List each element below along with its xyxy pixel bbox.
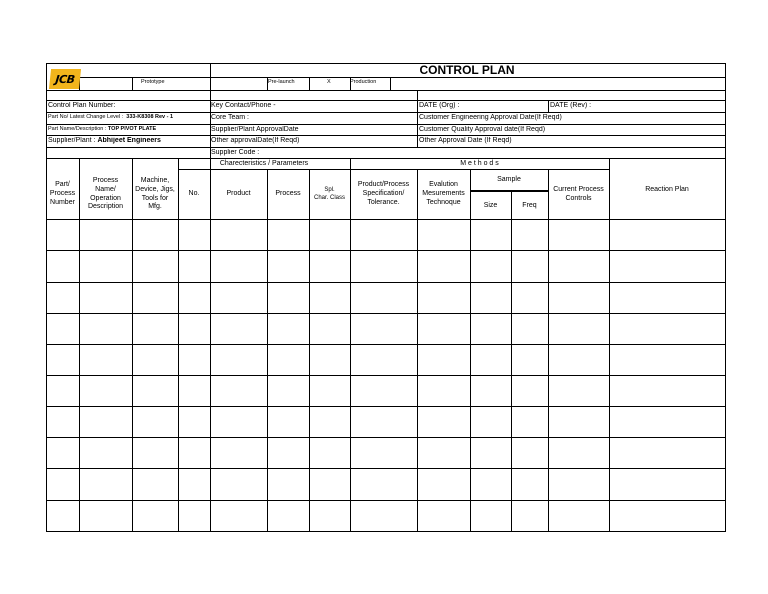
key-contact-label: Key Contact/Phone - [211,102,276,109]
phase-prelaunch: Pre-launch [268,79,295,85]
core-team-label: Core Team : [211,114,249,121]
table-row [46,219,725,250]
part-no-row [48,114,173,121]
part-name-label: Part Name/Description : [48,126,107,132]
characteristics-header: Charecteristics / Parameters [219,159,309,167]
supplier-code-label: Supplier Code : [211,149,260,156]
part-no-label: Part No/ Latest Change Level : [48,114,124,120]
phase-prelaunch-mark: X [327,79,331,85]
col-evaluation: Evalution Mesurements Technoque [422,181,465,206]
col-product: Product [226,190,251,198]
supplier-approval-label: Supplier/Plant ApprovalDate [211,126,299,133]
part-name-value: TOP PIVOT PLATE [107,126,157,132]
logo-text: JCB [54,72,76,86]
date-org-label: DATE (Org) : [419,102,460,109]
other-approval-label: Other approvalDate(If Reqd) [211,137,300,144]
col-freq: Freq [522,201,537,209]
table-row [46,406,725,437]
col-spl-char-class: Spl. Char. Class [313,187,345,201]
table-row [46,282,725,313]
col-machine: Machine, Device, Jigs, Tools for Mfg. [135,177,175,211]
other-approval-date-label: Other Approval Date (If Reqd) [419,137,512,144]
col-part-process-number: Part/ Process Number [49,181,76,206]
table-row [46,437,725,468]
col-specification: Product/Process Specification/ Tolerance. [357,181,410,206]
cust-eng-approval-label: Customer Engineering Approval Date(If Reqd) [419,114,562,121]
phase-prototype: Prototype [141,79,165,85]
table-row [46,375,725,406]
supplier-row [48,137,161,145]
table-row [46,313,725,344]
col-size: Size [483,201,498,209]
col-process-name: Process Name/ Operation Description [87,177,123,211]
part-name-row [48,126,156,133]
supplier-value: Abhijeet Engineers [97,137,161,144]
supplier-label: Supplier/Plant : [48,137,96,144]
jcb-logo [49,69,81,89]
date-rev-label: DATE (Rev) : [550,102,592,109]
part-no-value: 333-K8308 Rev - 1 [126,114,174,120]
table-row [46,500,725,531]
control-plan-number-label: Control Plan Number: [48,102,116,109]
cust-quality-approval-label: Customer Quality Approval date(If Reqd) [419,126,546,133]
col-sample: Sample [497,175,521,183]
col-process: Process [275,190,301,198]
table-row [46,344,725,375]
col-no: No. [188,190,200,198]
col-reaction-plan: Reaction Plan [645,185,689,193]
methods-header: M e t h o d s [460,159,499,167]
col-current-controls: Current Process Controls [553,185,604,202]
page-title: CONTROL PLAN [419,63,515,77]
phase-production: Production [350,79,377,85]
table-row [46,468,725,500]
table-row [46,250,725,282]
